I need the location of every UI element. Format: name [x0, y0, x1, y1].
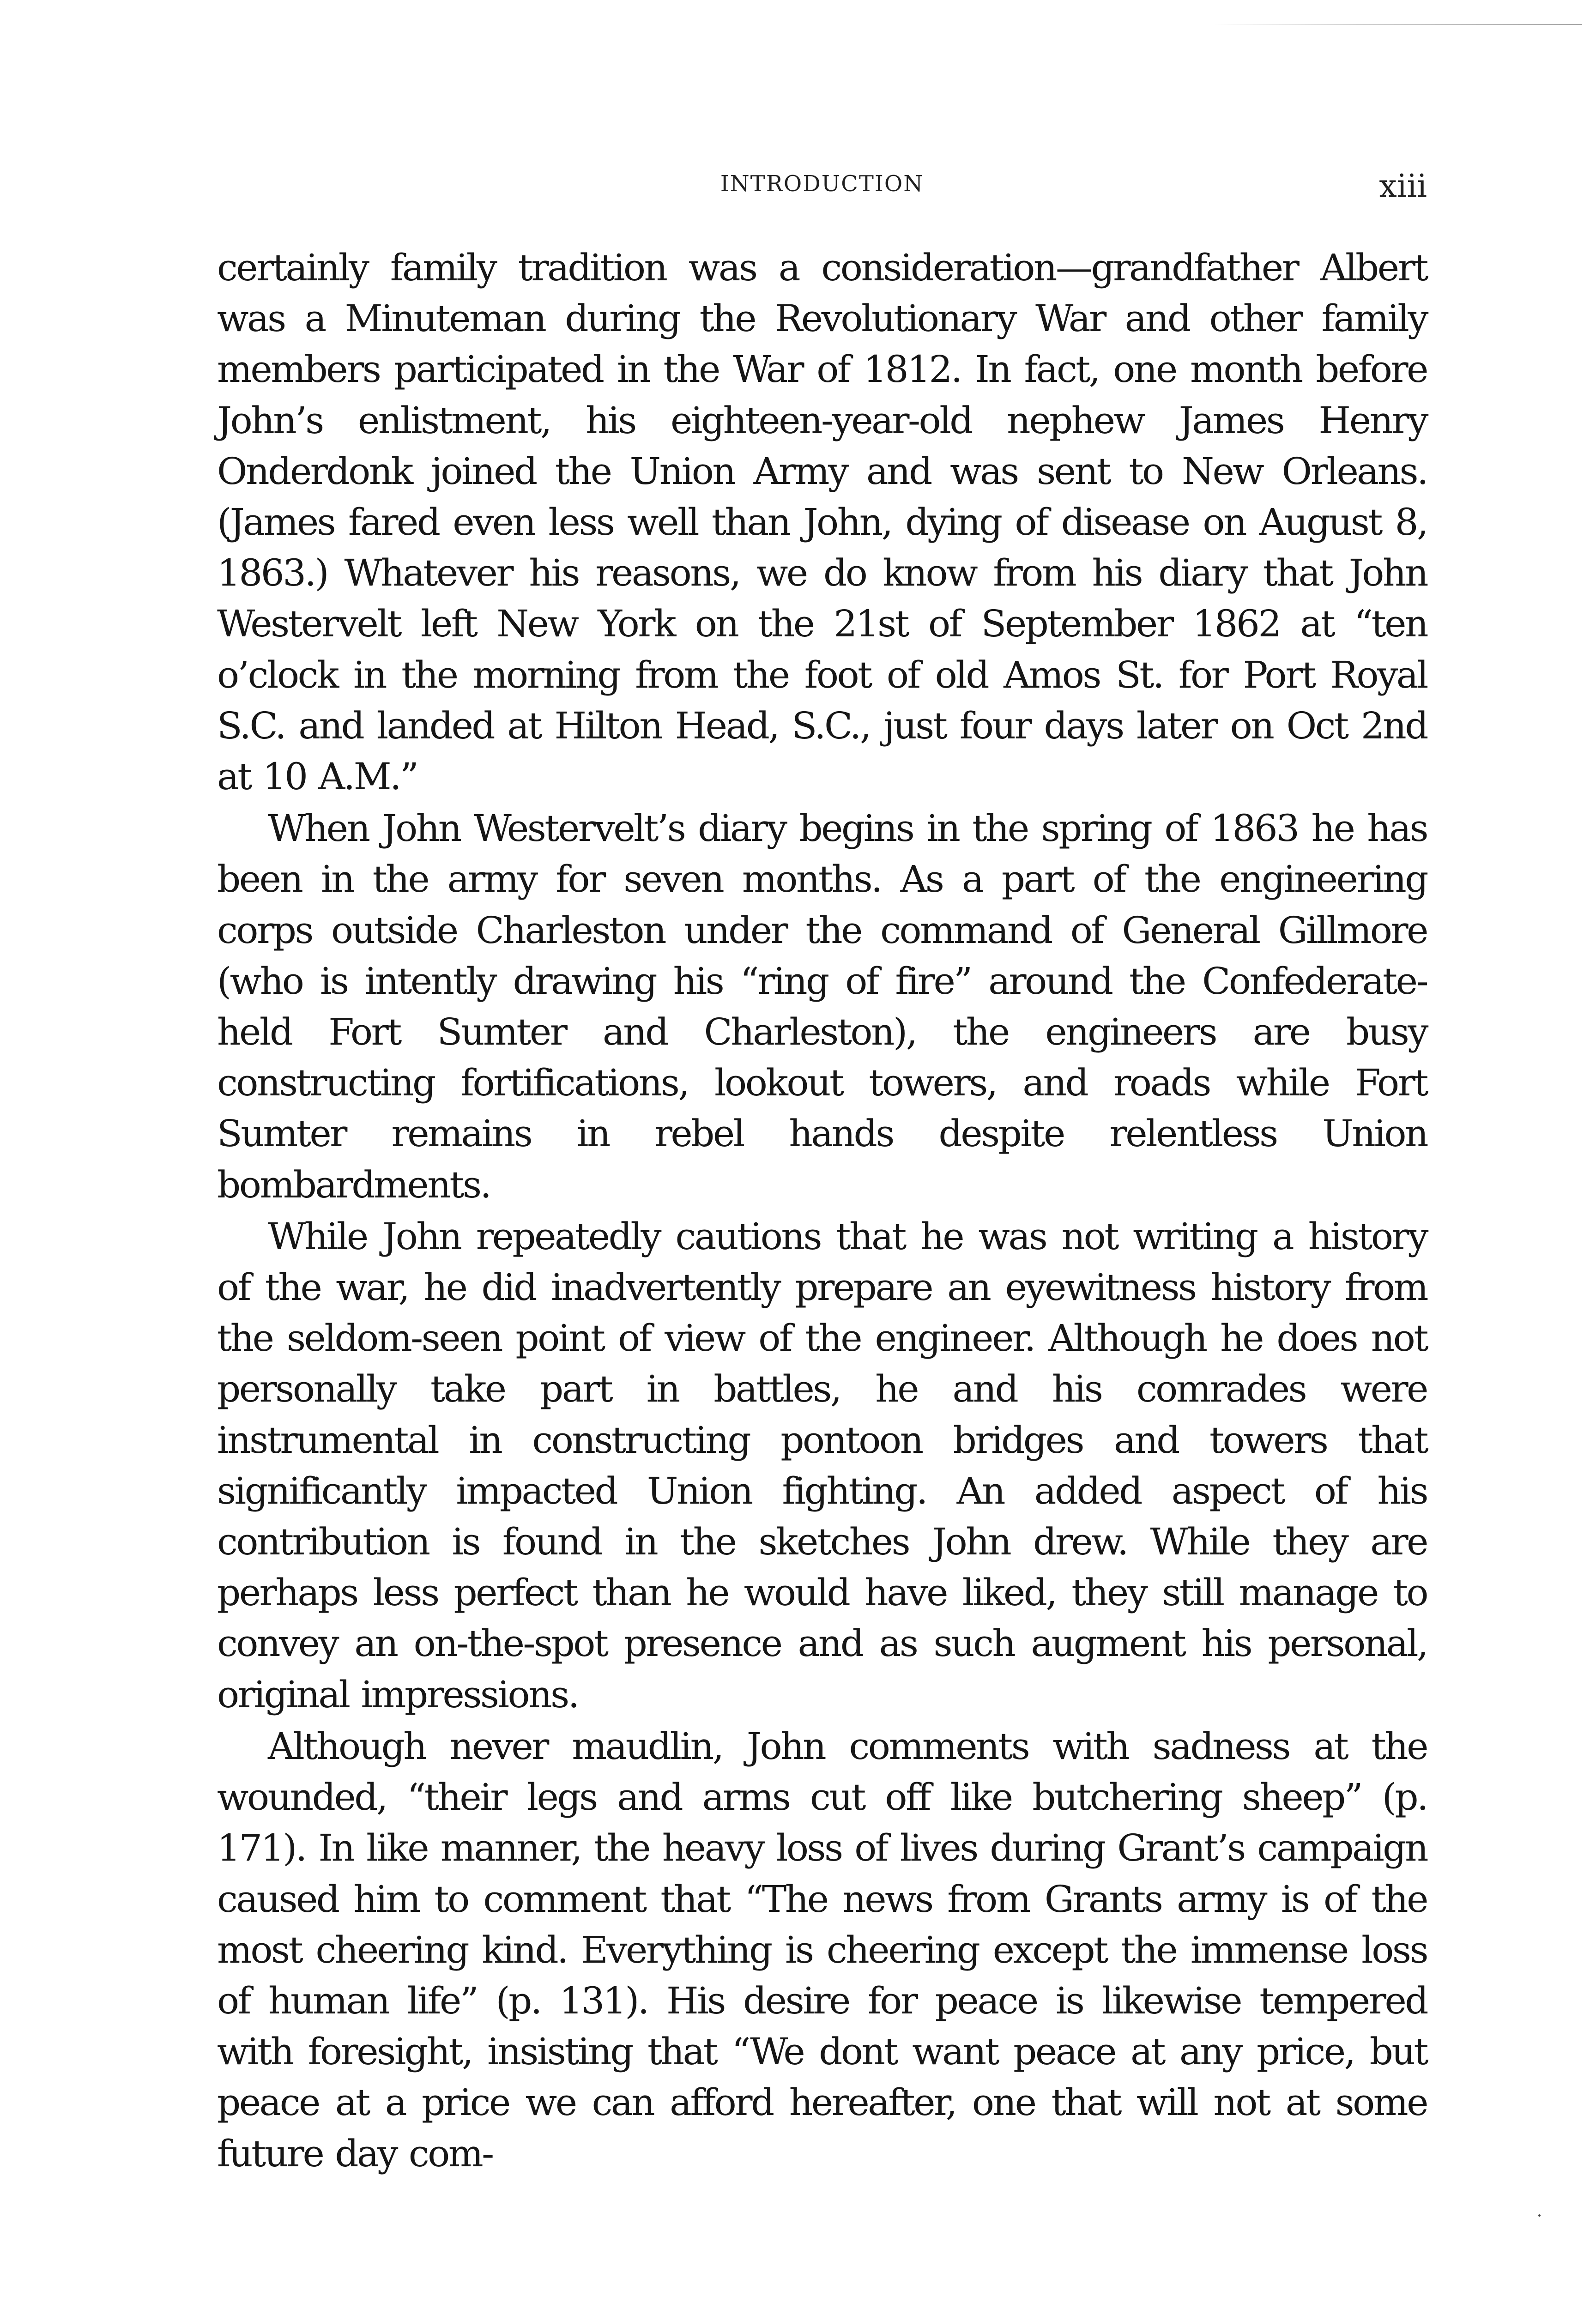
scan-speck	[1538, 2214, 1541, 2217]
body-text	[217, 242, 1427, 2179]
scan-edge-mark	[1213, 24, 1582, 25]
paragraph: While John repeatedly cautions that he was not writing a history of the war, he did inadvertently prepare an eyewitness history from the seldom-seen point of view of the engineer. Although he does not personally take part in battles, he and his comrades were instrumental in constructing pontoon bridges and towers that significantly impacted Union fighting. An added aspect of his contribution is found in the sketches John drew. While they are perhaps less perfect than he would have liked, they still manage to convey an on-the-spot presence and as such augment his personal, original impressions.	[217, 1215, 1427, 1716]
paragraph-continued: certainly family tradition was a consideration—grandfather Albert was a Minuteman during the Revolutionary War and other family members participated in the War of 1812. In fact, one month before John’s enlistment, his eighteen-year-old nephew James Henry Onderdonk joined the Union Army and was sent to New Orleans. (James fared even less well than John, dying of disease on August 8, 1863.) Whatever his reasons, we do know from his diary that John Westervelt left New York on the 21st of September 1862 at “ten o’clock in the morning from the foot of old Amos St. for Port Royal S.C. and landed at Hilton Head, S.C., just four days later on Oct 2nd at 10 A.M.”	[217, 246, 1427, 798]
paragraph: Although never maudlin, John comments with sadness at the wounded, “their legs and arms cut off like butchering sheep” (p. 171). In like manner, the heavy loss of lives during Grant’s campaign caused him to comment that “The news from Grants army is of the most cheering kind. Everything is cheering except the immense loss of human life” (p. 131). His desire for peace is likewise tempered with foresight, insisting that “We dont want peace at any price, but peace at a price we can afford hereafter, one that will not at some future day com-	[217, 1724, 1427, 2175]
paragraph: When John Westervelt’s diary begins in the spring of 1863 he has been in the army for seven months. As a part of the engineering corps outside Charleston under the command of General Gillmore (who is intently drawing his “ring of fire” around the Confederate-held Fort Sumter and Charleston), the engineers are busy constructing fortifications, lookout towers, and roads while Fort Sumter remains in rebel hands despite relentless Union bombardments.	[217, 807, 1427, 1206]
page-header	[217, 168, 1427, 208]
page-number: xiii	[1379, 168, 1427, 205]
running-head: INTRODUCTION	[720, 171, 924, 197]
